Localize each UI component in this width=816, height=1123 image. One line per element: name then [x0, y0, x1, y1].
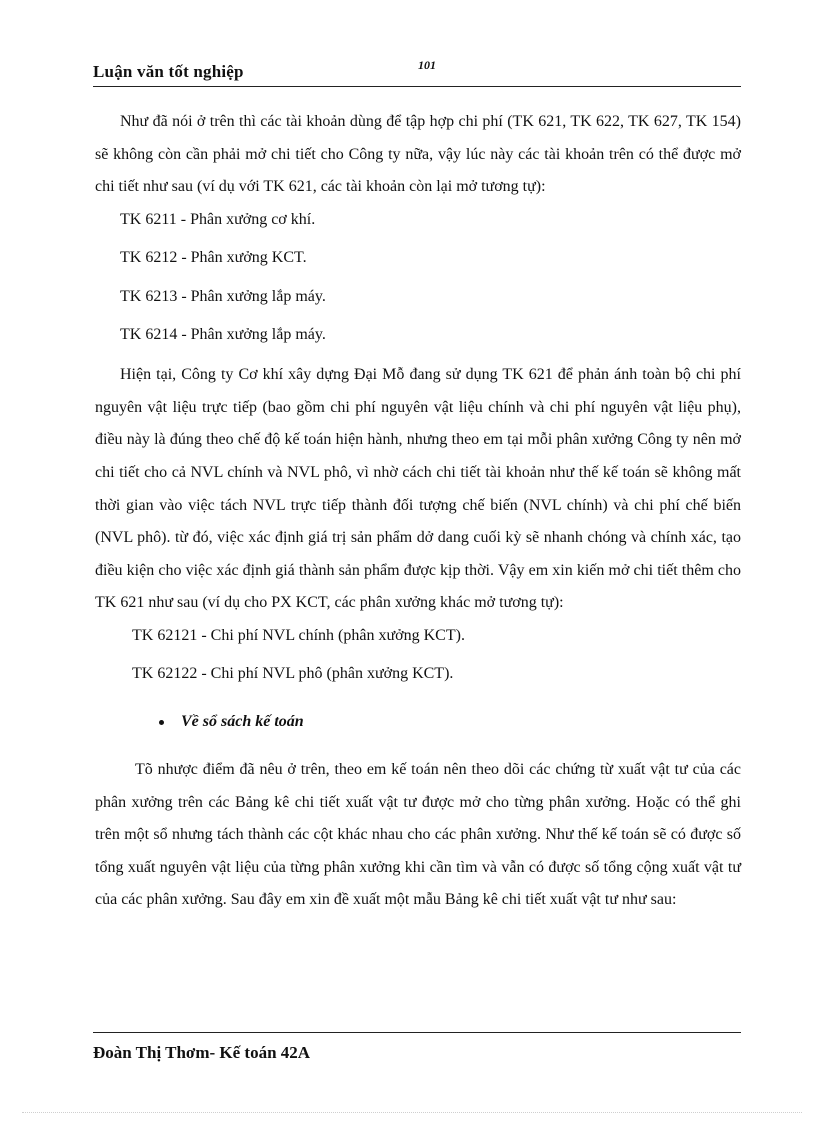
paragraph-intro: Như đã nói ở trên thì các tài khoản dùng để tập hợp chi phí (TK 621, TK 622, TK 627, TK 154) sẽ không còn cần phải mở chi tiết cho Công ty nữa, vậy lúc này các tài khoản trên có thể được mở chi tiết như sau (ví dụ với TK 621, các tài khoản còn lại mở tương tự):: [95, 113, 741, 196]
bullet-heading: [95, 706, 741, 746]
sub-account-line: TK 62121 - Chi phí NVL chính (phân xưởng KCT).: [132, 627, 465, 645]
header-title: Luận văn tốt nghiệp: [93, 62, 244, 81]
paragraph-current-practice: Hiện tại, Công ty Cơ khí xây dựng Đại Mỗ đang sử dụng TK 621 để phản ánh toàn bộ chi phí nguyên vật liệu trực tiếp (bao gồm chi phí nguyên vật liệu chính và chi phí nguyên vật liệu phụ), điều này là đúng theo chế độ kế toán hiện hành, nhưng theo em tại mỗi phân xưởng Công ty nên mở chi tiết cho cả NVL chính và NVL phô, vì nhờ cách chi tiết tài khoản như thế kế toán sẽ không mất thời gian vào việc tách NVL trực tiếp thành đối tượng chế biến (NVL chính) và chi phí chế biến (NVL phô). từ đó, việc xác định giá trị sản phẩm dở dang cuối kỳ sẽ nhanh chóng và chính xác, tạo điều kiện cho việc xác định giá thành sản phẩm được kịp thời. Vậy em xin kiến mở chi tiết thêm cho TK 621 như sau (ví dụ cho PX KCT, các phân xưởng khác mở tương tự):: [95, 366, 741, 612]
footer-divider: [93, 1032, 741, 1033]
page-header: [93, 58, 741, 87]
footer-author: Đoàn Thị Thơm- Kế toán 42A: [93, 1043, 311, 1062]
account-line: TK 6213 - Phân xưởng lắp máy.: [120, 287, 326, 305]
account-line: TK 6212 - Phân xưởng KCT.: [120, 249, 307, 267]
paragraph-bookkeeping: Tõ nhược điểm đã nêu ở trên, theo em kế toán nên theo dõi các chứng từ xuất vật tư của các phân xưởng trên các Bảng kê chi tiết xuất vật tư được mở cho từng phân xưởng. Hoặc có thể ghi trên một sổ nhưng tách thành các cột khác nhau cho các phân xưởng. Như thế kế toán sẽ có được số tổng xuất nguyên vật liệu của từng phân xưởng khi cần tìm và vẫn có được số tổng cộng xuất vật tư của các phân xưởng. Sau đây em xin đề xuất một mẫu Bảng kê chi tiết xuất vật tư như sau:: [95, 761, 741, 909]
bullet-heading-text: Về sổ sách kế toán: [181, 713, 304, 731]
bullet-icon: [159, 720, 164, 725]
account-line: TK 6214 - Phân xưởng lắp máy.: [120, 326, 326, 344]
page-edge-divider: [22, 1112, 802, 1113]
sub-account-line: TK 62122 - Chi phí NVL phô (phân xưởng KCT).: [132, 665, 454, 683]
document-body: [95, 106, 741, 917]
page-number: 101: [418, 58, 436, 72]
account-line: TK 6211 - Phân xưởng cơ khí.: [120, 210, 316, 228]
